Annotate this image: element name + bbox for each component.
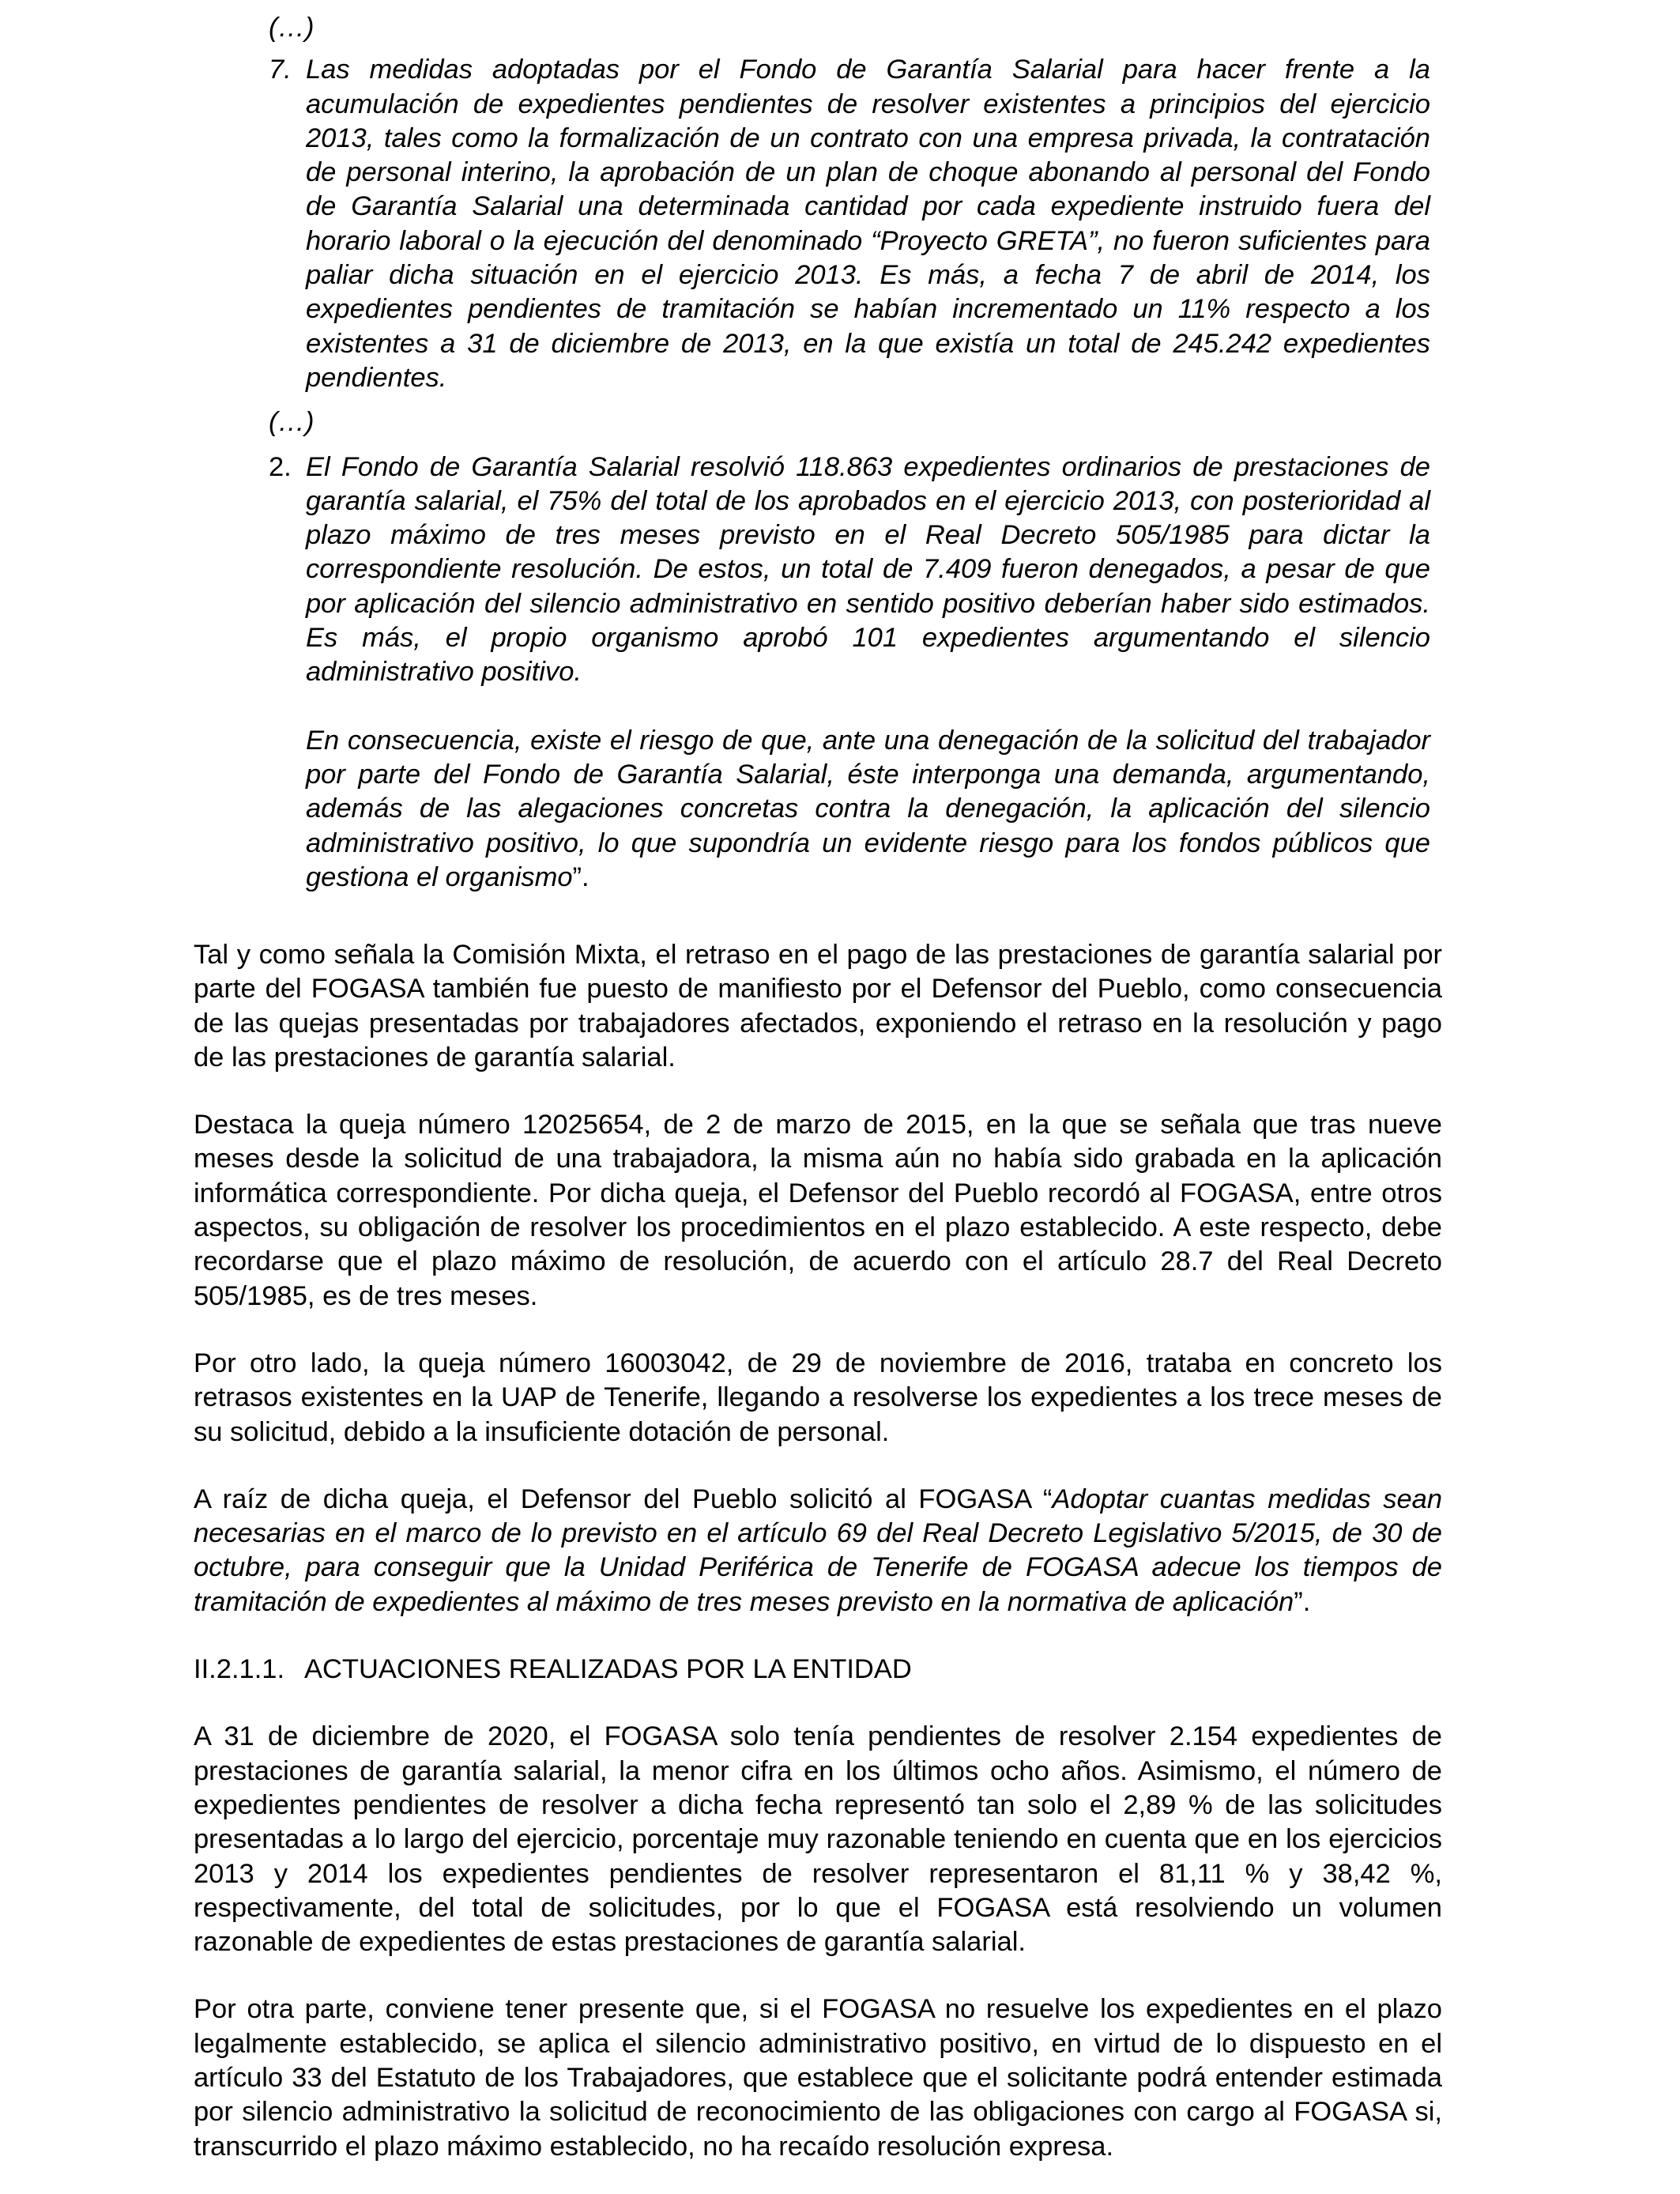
quote-consequence-close: ”. [572, 861, 590, 892]
ellipsis-top: (…) [269, 13, 315, 43]
paragraph-comision-mixta: Tal y como señala la Comisión Mixta, el retraso en el pago de las prestaciones de garantía salarial por parte del FOGASA también fue puesto de manifiesto por el Defensor del Pueblo, como consecuencia de las quejas presentadas por trabajadores afectados, exponiendo el retraso en la resolución y pago de las prestaciones de garantía salarial. [194, 940, 1442, 1072]
report-body [194, 938, 1442, 2164]
paragraph-defensor-close: ”. [1294, 1586, 1311, 1617]
paragraph-defensor-quote: Adoptar cuantas medidas sean necesarias en el marco de lo previsto en el artículo 69 del Real Decreto Legislativo 5/2015, de 30 de octubre, para conseguir que la Unidad Periférica de Tenerife de FOGASA adecue los tiempos de tramitación de expedientes al máximo de tres meses previsto en la normativa de aplicación [194, 1483, 1443, 1617]
quoted-report-excerpt [269, 11, 1430, 895]
quote-item-7-text: Las medidas adoptadas por el Fondo de Garantía Salarial para hacer frente a la acumulación de expedientes pendientes de resolver existentes a principios del ejercicio 2013, tales como la formalización de un contrato con una empresa privada, la contratación de personal interino, la aprobación de un plan de choque abonando al personal del Fondo de Garantía Salarial una determinada cantidad por cada expediente instruido fuera del horario laboral o la ejecución del denominado “Proyecto GRETA”, no fueron suficientes para paliar dicha situación en el ejercicio 2013. Es más, a fecha 7 de abril de 2014, los expedientes pendientes de tramitación se habían incrementado un 11% respecto a los existentes a 31 de diciembre de 2013, en la que existía un total de 245.242 expedientes pendientes. [306, 55, 1430, 393]
paragraph-defensor-lead: A raíz de dicha queja, el Defensor del Pueblo solicitó al FOGASA “ [194, 1483, 1053, 1514]
section-heading-title: ACTUACIONES REALIZADAS POR LA ENTIDAD [304, 1654, 912, 1685]
paragraph-pendientes-2020: A 31 de diciembre de 2020, el FOGASA solo tenía pendientes de resolver 2.154 expedientes de prestaciones de garantía salarial, la menor cifra en los últimos ocho años. Asimismo, el número de expedientes pendientes de resolver a dicha fecha representó tan solo el 2,89 % de las solicitudes presentadas a lo largo del ejercicio, porcentaje muy razonable teniendo en cuenta que en los ejercicios 2013 y 2014 los expedientes pendientes de resolver representaron el 81,11 % y 38,42 %, respectivamente, del total de solicitudes, por lo que el FOGASA está resolviendo un volumen razonable de expedientes de estas prestaciones de garantía salarial. [194, 1721, 1442, 1958]
section-heading [194, 1653, 1442, 1687]
paragraph-queja-12025654: Destaca la queja número 12025654, de 2 de marzo de 2015, en la que se señala que tras nueve meses desde la solicitud de una trabajadora, la misma aún no había sido grabada en la aplicación informática correspondiente. Por dicha queja, el Defensor del Pueblo recordó al FOGASA, entre otros aspectos, su obligación de resolver los procedimientos en el plazo establecido. A este respecto, debe recordarse que el plazo máximo de resolución, de acuerdo con el artículo 28.7 del Real Decreto 505/1985, es de tres meses. [194, 1110, 1442, 1311]
quote-item-2 [269, 450, 1430, 690]
quote-item-2-number: 2. [269, 451, 292, 482]
quote-consequence-text: En consecuencia, existe el riesgo de que, ante una denegación de la solicitud del trabajador por parte del Fondo de Garantía Salarial, éste interponga una demanda, argumentando, además de las alegaciones concretas contra la denegación, la aplicación del silencio administrativo positivo, lo que supondría un evidente riesgo para los fondos públicos que gestiona el organismo [306, 725, 1430, 892]
paragraph-queja-16003042: Por otro lado, la queja número 16003042, de 29 de noviembre de 2016, trataba en concreto los retrasos existentes en la UAP de Tenerife, llegando a resolverse los expedientes a los trece meses de su solicitud, debido a la insuficiente dotación de personal. [194, 1348, 1442, 1447]
quote-consequence-paragraph [269, 724, 1430, 895]
quote-item-7 [269, 53, 1430, 395]
section-heading-number: II.2.1.1. [194, 1654, 285, 1685]
quote-item-2-text: El Fondo de Garantía Salarial resolvió 118.863 expedientes ordinarios de prestaciones de garantía salarial, el 75% del total de los aprobados en el ejercicio 2013, con posterioridad al plazo máximo de tres meses previsto en el Real Decreto 505/1985 para dictar la correspondiente resolución. De estos, un total de 7.409 fueron denegados, a pesar de que por aplicación del silencio administrativo en sentido positivo deberían haber sido estimados. Es más, el propio organismo aprobó 101 expedientes argumentando el silencio administrativo positivo. [306, 451, 1430, 688]
paragraph-silencio-administrativo: Por otra parte, conviene tener presente que, si el FOGASA no resuelve los expedientes en el plazo legalmente establecido, se aplica el silencio administrativo positivo, en virtud de lo dispuesto en el artículo 33 del Estatuto de los Trabajadores, que establece que el solicitante podrá entender estimada por silencio administrativo la solicitud de reconocimiento de las obligaciones con cargo al FOGASA si, transcurrido el plazo máximo establecido, no ha recaído resolución expresa. [194, 1994, 1442, 2162]
quote-item-7-number: 7. [269, 55, 292, 85]
paragraph-defensor-solicitud [194, 1483, 1442, 1619]
ellipsis-middle: (…) [269, 407, 315, 438]
